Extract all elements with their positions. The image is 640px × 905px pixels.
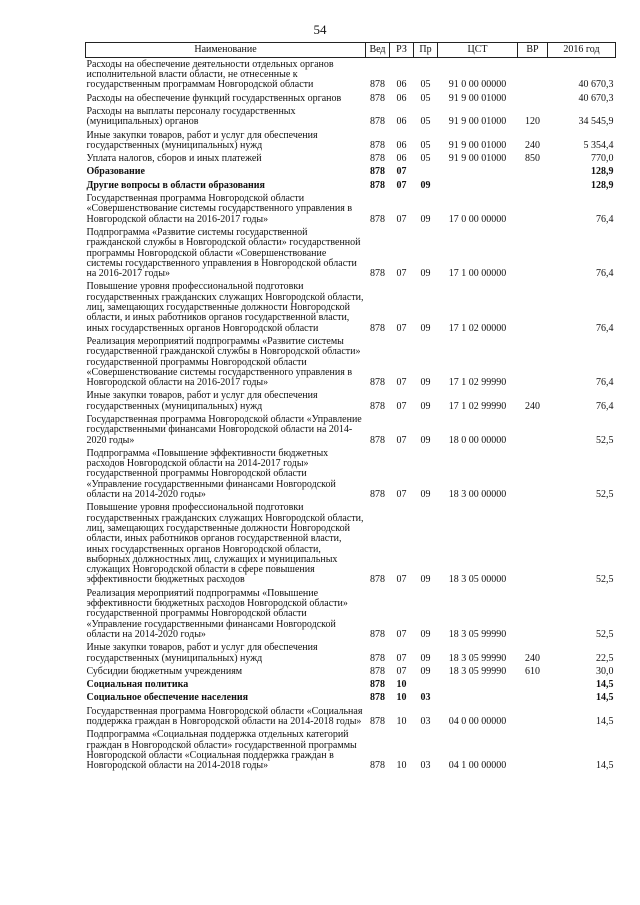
header-cst: ЦСТ xyxy=(438,43,518,58)
cell-vr xyxy=(518,692,548,705)
cell-vr xyxy=(518,729,548,773)
cell-rz: 07 xyxy=(396,213,407,225)
table-row xyxy=(86,335,616,389)
cell-ved: 878 xyxy=(370,79,385,91)
table-row xyxy=(86,692,616,705)
cell-ved: 878 xyxy=(370,213,385,225)
cell-name: Расходы на выплаты персоналу государственных (муниципальных) органов xyxy=(86,105,296,128)
cell-sum: 14,5 xyxy=(596,716,614,728)
cell-cst: 17 1 02 00000 xyxy=(448,322,507,334)
cell-rz: 07 xyxy=(396,400,407,412)
cell-pr: 03 xyxy=(420,716,431,728)
cell-rz: 07 xyxy=(396,322,407,334)
cell-vr: 240 xyxy=(525,139,540,151)
cell-ved: 878 xyxy=(370,489,385,501)
cell-cst: 18 3 00 00000 xyxy=(448,489,507,501)
cell-vr xyxy=(518,414,548,448)
table-row xyxy=(86,153,616,166)
cell-pr: 03 xyxy=(420,692,431,704)
cell-pr: 09 xyxy=(420,377,431,389)
cell-ved: 878 xyxy=(370,652,385,664)
cell-sum: 128,9 xyxy=(591,179,614,191)
cell-rz: 10 xyxy=(396,692,407,704)
header-sum: 2016 год xyxy=(548,43,616,58)
cell-pr: 09 xyxy=(420,652,431,664)
header-rz: РЗ xyxy=(390,43,414,58)
cell-pr: 09 xyxy=(420,268,431,280)
cell-vr xyxy=(518,92,548,105)
header-ved: Вед xyxy=(366,43,390,58)
cell-name: Повышение уровня профессиональной подготовки государственных гражданских служащих Новгородской области, лиц, замещающих государственные должности Новгородской области, иных работников органов государственной власти, иных государственных органов Новгородской области, выборных должностных лиц, служащих и муниципальных служащих Новгородской области в сфере повышения эффективности бюджетных расходов xyxy=(86,502,364,586)
budget-table xyxy=(85,42,616,773)
cell-vr xyxy=(518,281,548,335)
table-row xyxy=(86,92,616,105)
cell-name: Образование xyxy=(86,166,145,178)
cell-cst: 18 3 05 99990 xyxy=(448,665,507,677)
cell-vr xyxy=(518,447,548,501)
cell-pr: 03 xyxy=(420,760,431,772)
cell-sum: 40 670,3 xyxy=(578,79,614,91)
header-vr: ВР xyxy=(518,43,548,58)
cell-cst: 17 1 02 99990 xyxy=(448,400,507,412)
cell-vr xyxy=(518,166,548,179)
cell-cst xyxy=(438,166,518,179)
table-row xyxy=(86,642,616,666)
cell-sum: 14,5 xyxy=(596,679,614,691)
cell-vr: 120 xyxy=(525,116,540,128)
cell-sum: 34 545,9 xyxy=(578,116,614,128)
cell-name: Социальная политика xyxy=(86,679,189,691)
cell-ved: 878 xyxy=(370,322,385,334)
cell-name: Государственная программа Новгородской области «Управление государственными финансами Новгородской области на 2014-2020 годы» xyxy=(86,414,362,446)
cell-pr: 09 xyxy=(420,322,431,334)
cell-name: Подпрограмма «Социальная поддержка отдельных категорий граждан в Новгородской области» государственной программы Новгородской области «Социальная поддержка граждан в Новгородской области на 2014-2018 годы» xyxy=(86,729,357,772)
cell-pr: 09 xyxy=(420,489,431,501)
cell-vr xyxy=(518,679,548,692)
cell-pr: 09 xyxy=(420,628,431,640)
cell-pr: 05 xyxy=(420,92,431,104)
cell-rz: 10 xyxy=(396,679,407,691)
cell-sum: 76,4 xyxy=(596,268,614,280)
cell-rz: 07 xyxy=(396,377,407,389)
cell-cst: 91 9 00 01000 xyxy=(448,139,507,151)
cell-name: Государственная программа Новгородской области «Социальная поддержка граждан в Новгородской области на 2014-2018 годы» xyxy=(86,705,363,728)
table-row xyxy=(86,129,616,153)
cell-rz: 07 xyxy=(396,489,407,501)
table-row xyxy=(86,705,616,729)
cell-ved: 878 xyxy=(370,760,385,772)
cell-sum: 76,4 xyxy=(596,322,614,334)
cell-ved: 878 xyxy=(370,153,385,165)
cell-cst: 17 1 02 99990 xyxy=(448,377,507,389)
cell-rz: 07 xyxy=(396,574,407,586)
cell-rz: 07 xyxy=(396,665,407,677)
cell-pr: 05 xyxy=(420,116,431,128)
cell-cst: 91 9 00 01000 xyxy=(448,153,507,165)
cell-rz: 06 xyxy=(396,79,407,91)
cell-pr: 09 xyxy=(420,179,431,191)
cell-ved: 878 xyxy=(370,434,385,446)
cell-vr xyxy=(518,705,548,729)
cell-ved: 878 xyxy=(370,628,385,640)
cell-ved: 878 xyxy=(370,679,385,691)
cell-ved: 878 xyxy=(370,716,385,728)
cell-sum: 5 354,4 xyxy=(583,139,614,151)
cell-cst: 17 1 00 00000 xyxy=(448,268,507,280)
cell-rz: 07 xyxy=(396,179,407,191)
cell-name: Другие вопросы в области образования xyxy=(86,179,265,191)
cell-name: Социальное обеспечение населения xyxy=(86,692,249,704)
cell-name: Реализация мероприятий подпрограммы «Повышение эффективности бюджетных расходов Новгородской области» государственной программы Новгородской области «Управление государственными финансами Новгородской области на 2014-2020 годы» xyxy=(86,587,348,640)
cell-cst xyxy=(438,692,518,705)
cell-pr: 09 xyxy=(420,400,431,412)
table-body xyxy=(86,58,616,773)
table-row xyxy=(86,414,616,448)
cell-ved: 878 xyxy=(370,116,385,128)
cell-sum: 14,5 xyxy=(596,692,614,704)
cell-sum: 52,5 xyxy=(596,489,614,501)
table-row xyxy=(86,193,616,227)
cell-ved: 878 xyxy=(370,92,385,104)
cell-ved: 878 xyxy=(370,692,385,704)
cell-sum: 52,5 xyxy=(596,628,614,640)
cell-vr: 850 xyxy=(525,153,540,165)
cell-cst xyxy=(438,679,518,692)
cell-cst: 91 9 00 01000 xyxy=(448,92,507,104)
cell-vr xyxy=(518,226,548,280)
header-name: Наименование xyxy=(86,43,366,58)
cell-pr xyxy=(414,166,438,179)
cell-ved: 878 xyxy=(370,665,385,677)
cell-cst: 04 1 00 00000 xyxy=(448,760,507,772)
table-row xyxy=(86,179,616,192)
cell-sum: 30,0 xyxy=(596,665,614,677)
cell-name: Уплата налогов, сборов и иных платежей xyxy=(86,153,262,165)
cell-name: Расходы на обеспечение функций государственных органов xyxy=(86,92,342,104)
cell-sum: 14,5 xyxy=(596,760,614,772)
cell-pr: 09 xyxy=(420,213,431,225)
cell-pr xyxy=(414,679,438,692)
cell-rz: 07 xyxy=(396,652,407,664)
cell-ved: 878 xyxy=(370,179,385,191)
cell-vr xyxy=(518,58,548,92)
header-pr: Пр xyxy=(414,43,438,58)
cell-rz: 07 xyxy=(396,434,407,446)
cell-cst: 18 3 05 99990 xyxy=(448,652,507,664)
cell-ved: 878 xyxy=(370,139,385,151)
cell-pr: 05 xyxy=(420,79,431,91)
cell-name: Иные закупки товаров, работ и услуг для обеспечения государственных (муниципальных) нужд xyxy=(86,129,318,151)
cell-name: Субсидии бюджетным учреждениям xyxy=(86,665,243,677)
cell-pr: 09 xyxy=(420,434,431,446)
cell-cst xyxy=(438,179,518,192)
table-row xyxy=(86,587,616,641)
cell-cst: 91 0 00 00000 xyxy=(448,79,507,91)
cell-vr xyxy=(518,335,548,389)
cell-name: Государственная программа Новгородской области «Совершенствование системы государственного управления в Новгородской области на 2016-2017 годы» xyxy=(86,193,353,225)
table-row xyxy=(86,58,616,92)
cell-vr xyxy=(518,587,548,641)
cell-sum: 22,5 xyxy=(596,652,614,664)
table-row xyxy=(86,665,616,678)
cell-rz: 06 xyxy=(396,153,407,165)
cell-rz: 07 xyxy=(396,268,407,280)
cell-name: Иные закупки товаров, работ и услуг для обеспечения государственных (муниципальных) нужд xyxy=(86,390,318,412)
page-number: 54 xyxy=(313,22,327,37)
cell-rz: 10 xyxy=(396,716,407,728)
cell-cst: 18 3 05 00000 xyxy=(448,574,507,586)
cell-name: Подпрограмма «Развитие системы государственной гражданской службы в Новгородской области» государственной программы Новгородской области «Совершенствование системы государственного управления в Новгородской области на 2016-2017 годы» xyxy=(86,226,361,280)
cell-pr: 09 xyxy=(420,665,431,677)
cell-vr: 240 xyxy=(525,400,540,412)
cell-pr: 05 xyxy=(420,139,431,151)
table-row xyxy=(86,502,616,587)
table-row xyxy=(86,679,616,692)
cell-cst: 18 0 00 00000 xyxy=(448,434,507,446)
cell-sum: 76,4 xyxy=(596,400,614,412)
cell-cst: 91 9 00 01000 xyxy=(448,116,507,128)
cell-vr xyxy=(518,179,548,192)
cell-pr: 09 xyxy=(420,574,431,586)
cell-sum: 76,4 xyxy=(596,213,614,225)
cell-rz: 07 xyxy=(396,628,407,640)
cell-name: Расходы на обеспечение деятельности отдельных органов исполнительной власти области, не отнесенные к государственным программам Новгородской области xyxy=(86,58,334,91)
cell-sum: 40 670,3 xyxy=(578,92,614,104)
cell-cst: 18 3 05 99990 xyxy=(448,628,507,640)
cell-ved: 878 xyxy=(370,574,385,586)
cell-sum: 128,9 xyxy=(591,166,614,178)
table-row xyxy=(86,390,616,414)
cell-sum: 76,4 xyxy=(596,377,614,389)
cell-rz: 07 xyxy=(396,166,407,178)
cell-rz: 06 xyxy=(396,116,407,128)
cell-sum: 52,5 xyxy=(596,574,614,586)
cell-rz: 10 xyxy=(396,760,407,772)
cell-sum: 52,5 xyxy=(596,434,614,446)
cell-rz: 06 xyxy=(396,92,407,104)
table-row xyxy=(86,281,616,335)
table-header xyxy=(86,43,616,58)
cell-sum: 770,0 xyxy=(591,153,614,165)
cell-pr: 05 xyxy=(420,153,431,165)
cell-vr xyxy=(518,502,548,587)
cell-ved: 878 xyxy=(370,268,385,280)
table-row xyxy=(86,729,616,773)
cell-name: Повышение уровня профессиональной подготовки государственных гражданских служащих Новгородской области, лиц, замещающих государственные должности Новгородской области, и иных работников органов государственной власти, иных государственных органов Новгородской области xyxy=(86,281,364,334)
table-row xyxy=(86,105,616,129)
cell-cst: 04 0 00 00000 xyxy=(448,716,507,728)
cell-ved: 878 xyxy=(370,166,385,178)
cell-vr: 610 xyxy=(525,665,540,677)
cell-rz: 06 xyxy=(396,139,407,151)
cell-vr xyxy=(518,193,548,227)
cell-name: Подпрограмма «Повышение эффективности бюджетных расходов Новгородской области на 2014-2017 годы» государственной программы Новгородской области «Управление государственными финансами Новгородской области на 2014-2020 годы» xyxy=(86,447,336,501)
table-row xyxy=(86,447,616,501)
cell-vr: 240 xyxy=(525,652,540,664)
cell-name: Иные закупки товаров, работ и услуг для обеспечения государственных (муниципальных) нужд xyxy=(86,642,318,664)
cell-ved: 878 xyxy=(370,377,385,389)
cell-cst: 17 0 00 00000 xyxy=(448,213,507,225)
cell-ved: 878 xyxy=(370,400,385,412)
cell-name: Реализация мероприятий подпрограммы «Развитие системы государственной гражданской службы в Новгородской области» государственной программы Новгородской области «Совершенствование системы государственного управления в Новгородской области на 2016-2017 годы» xyxy=(86,335,361,389)
table-row xyxy=(86,166,616,179)
table-row xyxy=(86,226,616,280)
